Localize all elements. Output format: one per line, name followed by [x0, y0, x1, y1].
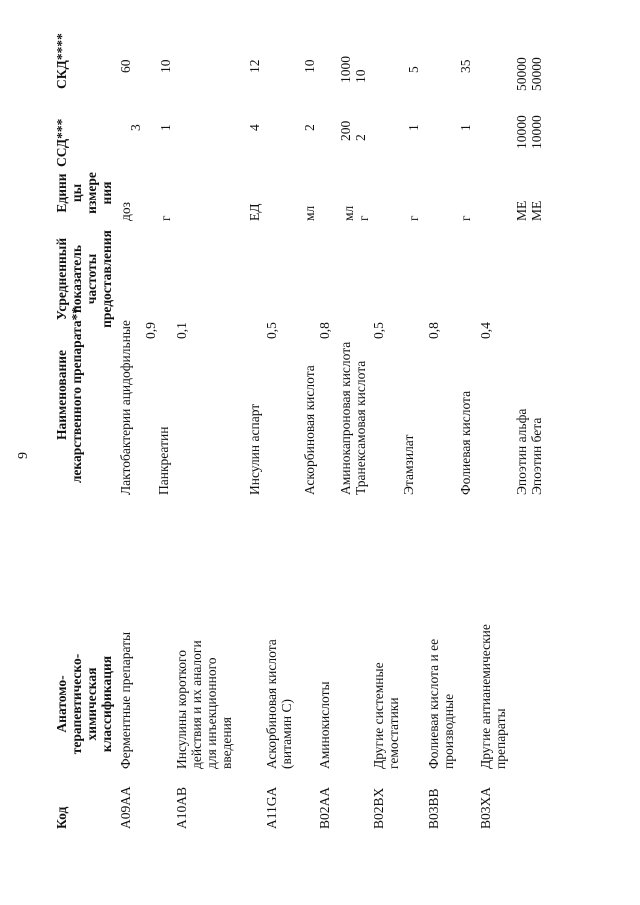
row-drug: Этамзилат	[401, 434, 416, 495]
row-drug: Инсулин аспарт	[247, 403, 262, 495]
row-skd	[338, 56, 368, 83]
row-atc-line: Фолиевая кислота и ее	[426, 638, 441, 769]
page-number: 9	[16, 452, 31, 459]
row-ssd: 3	[128, 124, 143, 131]
row-code: B02BX	[371, 787, 386, 829]
row-atc-line: для инъекционного	[204, 657, 219, 769]
row-atc	[174, 640, 234, 769]
row-frequency: 0,5	[264, 322, 279, 339]
row-drug-line: Эпоэтин бета	[529, 417, 544, 495]
row-unit: г	[458, 215, 473, 221]
row-unit: мл	[302, 205, 317, 221]
row-atc	[426, 639, 456, 769]
header-code: Код	[54, 806, 69, 829]
header-unit-line: измере	[84, 172, 99, 214]
row-drug: Панкреатин	[156, 426, 171, 495]
header-frequency	[54, 219, 114, 339]
row-ssd	[338, 121, 368, 141]
row-ssd: 2	[302, 124, 317, 131]
header-unit	[54, 165, 114, 221]
row-skd: 35	[458, 59, 473, 73]
row-code: B02AA	[317, 786, 332, 829]
header-name-line: Наименование	[54, 350, 69, 440]
row-skd-line: 10	[353, 69, 368, 83]
row-drug-line: Транексамовая кислота	[353, 360, 368, 495]
header-freq-line: Усредненный	[54, 237, 69, 321]
header-freq-line: показатель	[69, 245, 84, 314]
header-name-line: лекарственного препарата**	[69, 306, 84, 484]
row-unit-line: мл	[341, 205, 356, 221]
row-code: A10AB	[174, 786, 189, 829]
row-frequency: 0,8	[426, 322, 441, 339]
header-unit-line: ния	[99, 181, 114, 205]
row-drug	[338, 342, 368, 495]
row-ssd: 1	[158, 124, 173, 131]
row-drug	[514, 409, 544, 495]
header-atc-line: химическая	[84, 667, 99, 741]
row-atc: Аминокислоты	[317, 681, 332, 769]
row-atc-line: Другие антианемические	[478, 624, 493, 769]
row-skd-line: 50000	[514, 57, 529, 91]
row-unit-line: МЕ	[529, 200, 544, 221]
row-atc-line: Другие системные	[371, 662, 386, 769]
row-atc-line: введения	[219, 716, 234, 769]
row-unit	[341, 206, 371, 221]
row-skd: 60	[118, 59, 133, 73]
row-ssd	[514, 115, 544, 149]
row-unit: ЕД	[247, 203, 262, 221]
header-ssd: ССД***	[54, 118, 69, 167]
row-atc-line: гемостатики	[386, 697, 401, 769]
header-atc-line: Анатомо-	[54, 675, 69, 733]
header-unit-line: цы	[69, 183, 84, 203]
row-ssd: 4	[247, 124, 262, 131]
row-frequency: 0,1	[174, 322, 189, 339]
row-atc-line: (витамин С)	[279, 698, 294, 769]
row-atc-line: Инсулины короткого	[174, 650, 189, 769]
row-ssd-line: 200	[338, 120, 353, 141]
row-code: A09AA	[118, 786, 133, 829]
row-code: B03BB	[426, 788, 441, 829]
row-skd-line: 1000	[338, 56, 353, 83]
row-skd: 5	[406, 66, 421, 73]
header-atc	[54, 639, 114, 769]
row-ssd-line: 10000	[529, 115, 544, 149]
row-atc	[478, 624, 508, 769]
header-atc-line: классификация	[99, 655, 114, 753]
row-skd: 10	[302, 59, 317, 73]
row-drug-line: Эпоэтин альфа	[514, 408, 529, 495]
row-drug: Аскорбиновая кислота	[302, 365, 317, 495]
header-unit-line: Едини	[54, 173, 69, 213]
row-atc-line: Аскорбиновая кислота	[264, 639, 279, 769]
row-ssd: 1	[406, 124, 421, 131]
header-atc-line: терапевтическо-	[69, 653, 84, 755]
row-unit: г	[158, 215, 173, 221]
row-unit-line: МЕ	[514, 200, 529, 221]
row-skd	[514, 57, 544, 91]
row-unit-line: г	[356, 215, 371, 221]
row-frequency: 0,8	[317, 322, 332, 339]
row-code: A11GA	[264, 786, 279, 829]
row-frequency: 0,9	[143, 322, 158, 339]
row-unit	[514, 201, 544, 221]
row-ssd-line: 2	[353, 134, 368, 141]
row-code: B03XA	[478, 786, 493, 829]
row-atc	[264, 639, 294, 769]
row-atc	[371, 662, 401, 769]
header-freq-line: предоставления	[99, 230, 114, 328]
row-drug: Фолиевая кислота	[458, 390, 473, 495]
row-skd: 12	[247, 59, 262, 73]
row-ssd-line: 10000	[514, 115, 529, 149]
header-skd: СКД****	[54, 33, 69, 89]
row-atc-line: производные	[441, 693, 456, 769]
row-skd: 10	[158, 59, 173, 73]
row-skd-line: 50000	[529, 57, 544, 91]
row-unit: доз	[118, 202, 133, 221]
row-atc: Ферментные препараты	[118, 631, 133, 769]
header-freq-line: частоты	[84, 253, 99, 305]
row-unit: г	[406, 215, 421, 221]
row-drug-line: Аминокапроновая кислота	[338, 341, 353, 495]
row-frequency: 0,4	[478, 322, 493, 339]
row-frequency: 0,5	[371, 322, 386, 339]
row-atc-line: препараты	[493, 708, 508, 769]
row-ssd: 1	[458, 124, 473, 131]
row-drug: Лактобактерии ацидофильные	[118, 320, 133, 495]
row-atc-line: действия и их аналоги	[189, 640, 204, 769]
